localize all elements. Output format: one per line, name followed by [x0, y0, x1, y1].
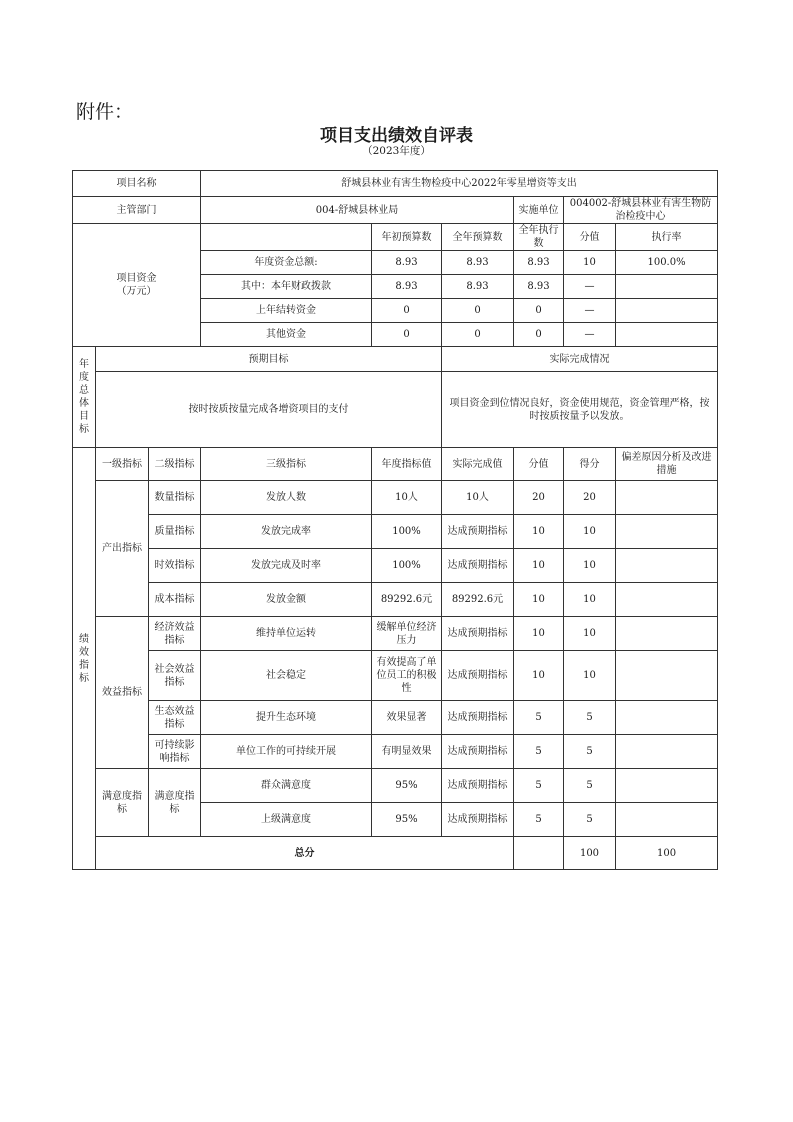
funds-row-label: 上年结转资金 — [201, 299, 372, 323]
funds-cell: 8.93 — [514, 275, 564, 299]
score-value-cell: 20 — [514, 481, 564, 515]
score-value-cell: 10 — [514, 651, 564, 701]
actual-cell: 达成预期指标 — [442, 701, 514, 735]
goals-side-label-char: 目 — [79, 411, 89, 422]
funds-cell: 0 — [514, 323, 564, 347]
funds-cell: 8.93 — [372, 251, 442, 275]
score-value-cell: 10 — [514, 617, 564, 651]
funds-cell: 0 — [442, 323, 514, 347]
actual-cell: 达成预期指标 — [442, 549, 514, 583]
goals-side-label-char: 年 — [79, 359, 89, 370]
funds-label-line1: 项目资金 — [116, 273, 157, 284]
score-cell: 5 — [564, 769, 616, 803]
output-indicators-label: 产出指标 — [96, 481, 149, 617]
table-row — [73, 224, 718, 251]
target-cell: 89292.6元 — [372, 583, 442, 617]
actual-goal-text: 项目资金到位情况良好，资金使用规范，资金管理严格，按时按质按量予以发放。 — [442, 372, 718, 448]
analysis-cell — [616, 701, 718, 735]
score-cell: 5 — [564, 735, 616, 769]
funds-cell — [616, 275, 718, 299]
level3-cell: 发放人数 — [201, 481, 372, 515]
funds-col-header: 全年执行数 — [514, 224, 564, 251]
target-cell: 有效提高了单位员工的积极性 — [372, 651, 442, 701]
impl-label: 实施单位 — [514, 197, 564, 224]
goals-side-label-char: 度 — [79, 372, 89, 383]
col-header-target: 年度指标值 — [372, 448, 442, 481]
level2-cell: 时效指标 — [149, 549, 201, 583]
table-row — [73, 651, 718, 701]
funds-col-header: 年初预算数 — [372, 224, 442, 251]
score-cell: 10 — [564, 617, 616, 651]
impl-value: 004002-舒城县林业有害生物防治检疫中心 — [564, 197, 718, 224]
score-cell: 20 — [564, 481, 616, 515]
project-name: 舒城县林业有害生物检疫中心2022年零星增资等支出 — [201, 171, 718, 197]
analysis-cell — [616, 803, 718, 837]
satisfaction-indicators-label: 满意度指标 — [96, 769, 149, 837]
project-name-label: 项目名称 — [73, 171, 201, 197]
col-header-level2: 二级指标 — [149, 448, 201, 481]
analysis-cell — [616, 515, 718, 549]
page-title: 项目支出绩效自评表 — [320, 126, 473, 146]
target-cell: 95% — [372, 803, 442, 837]
score-cell: 10 — [564, 583, 616, 617]
target-cell: 100% — [372, 549, 442, 583]
score-value-cell: 5 — [514, 803, 564, 837]
level2-cell: 经济效益指标 — [149, 617, 201, 651]
funds-col-header-rate: 执行率 — [651, 231, 682, 243]
analysis-cell — [616, 549, 718, 583]
funds-row-label: 其他资金 — [201, 323, 372, 347]
analysis-cell — [616, 651, 718, 701]
col-header-score-value: 分值 — [514, 448, 564, 481]
level2-cell: 数量指标 — [149, 481, 201, 515]
goals-side-label-char: 体 — [79, 398, 89, 409]
funds-cell: 10 — [564, 251, 616, 275]
attachment-label: 附件： — [76, 101, 134, 123]
page-subtitle: （2023年度） — [362, 145, 431, 157]
level3-cell: 提升生态环境 — [201, 701, 372, 735]
indicators-side-label-char: 指 — [79, 659, 89, 671]
funds-cell: 8.93 — [372, 275, 442, 299]
actual-cell: 10人 — [442, 481, 514, 515]
analysis-cell — [616, 583, 718, 617]
evaluation-table — [72, 170, 718, 870]
table-row — [73, 197, 718, 224]
indicators-side-label — [73, 448, 96, 870]
funds-cell: 0 — [372, 323, 442, 347]
level3-cell: 群众满意度 — [201, 769, 372, 803]
score-value-cell: 5 — [514, 769, 564, 803]
target-cell: 效果显著 — [372, 701, 442, 735]
actual-cell: 达成预期指标 — [442, 735, 514, 769]
target-cell: 10人 — [372, 481, 442, 515]
funds-col-header: 分值 — [564, 224, 616, 251]
score-value-cell: 5 — [514, 735, 564, 769]
level2-cell: 满意度指标 — [149, 769, 201, 837]
table-row — [73, 549, 718, 583]
indicators-side-label-char: 效 — [79, 646, 89, 658]
analysis-cell — [616, 481, 718, 515]
funds-cell — [616, 323, 718, 347]
table-row — [73, 515, 718, 549]
funds-cell: 0 — [442, 299, 514, 323]
col-header-level3: 三级指标 — [201, 448, 372, 481]
level3-cell: 发放金额 — [201, 583, 372, 617]
funds-cell: 0 — [372, 299, 442, 323]
funds-cell: — — [564, 323, 616, 347]
actual-cell: 达成预期指标 — [442, 803, 514, 837]
level3-cell: 社会稳定 — [201, 651, 372, 701]
score-value-cell: 10 — [514, 583, 564, 617]
goals-side-label-char: 标 — [79, 424, 89, 435]
actual-cell: 达成预期指标 — [442, 769, 514, 803]
target-cell: 95% — [372, 769, 442, 803]
table-row — [73, 448, 718, 481]
score-cell: 10 — [564, 651, 616, 701]
funds-cell: 0 — [514, 299, 564, 323]
table-row — [73, 583, 718, 617]
funds-col-header: 全年预算数 — [442, 224, 514, 251]
funds-row-label: 其中：本年财政拨款 — [201, 275, 372, 299]
col-header-score: 得分 — [564, 448, 616, 481]
total-label: 总分 — [96, 837, 514, 870]
goals-side-label — [73, 347, 96, 448]
funds-cell: — — [564, 299, 616, 323]
score-cell: 10 — [564, 549, 616, 583]
funds-cell: — — [564, 275, 616, 299]
funds-cell — [616, 299, 718, 323]
table-row — [73, 837, 718, 870]
col-header-actual: 实际完成值 — [442, 448, 514, 481]
level3-cell: 发放完成率 — [201, 515, 372, 549]
score-cell: 5 — [564, 803, 616, 837]
dept-value: 004-舒城县林业局 — [201, 197, 514, 224]
score-value-cell: 10 — [514, 515, 564, 549]
actual-goal-header: 实际完成情况 — [442, 347, 718, 372]
funds-cell: 8.93 — [442, 251, 514, 275]
actual-cell: 89292.6元 — [442, 583, 514, 617]
analysis-cell — [616, 617, 718, 651]
level3-cell: 上级满意度 — [201, 803, 372, 837]
indicators-side-label-char: 标 — [79, 672, 89, 684]
level3-cell: 单位工作的可持续开展 — [201, 735, 372, 769]
funds-col-header — [616, 224, 718, 251]
table-row — [73, 347, 718, 372]
total-score: 100 — [616, 837, 718, 870]
expected-goal-text: 按时按质按量完成各增资项目的支付 — [96, 372, 442, 448]
table-row — [73, 701, 718, 735]
goals-side-label-char: 总 — [79, 385, 89, 396]
funds-cell: 100.0% — [616, 251, 718, 275]
level2-cell: 可持续影响指标 — [149, 735, 201, 769]
score-value-cell: 5 — [514, 701, 564, 735]
target-cell: 100% — [372, 515, 442, 549]
expected-goal-header: 预期目标 — [96, 347, 442, 372]
level2-cell: 质量指标 — [149, 515, 201, 549]
score-value-cell: 10 — [514, 549, 564, 583]
level3-cell: 维持单位运转 — [201, 617, 372, 651]
funds-label-line2: （万元） — [116, 286, 157, 297]
actual-cell: 达成预期指标 — [442, 651, 514, 701]
table-row — [73, 481, 718, 515]
total-score-value: 100 — [564, 837, 616, 870]
score-cell: 10 — [564, 515, 616, 549]
actual-cell: 达成预期指标 — [442, 515, 514, 549]
table-row — [73, 171, 718, 197]
dept-label: 主管部门 — [73, 197, 201, 224]
actual-cell: 达成预期指标 — [442, 617, 514, 651]
table-row — [73, 769, 718, 803]
col-header-level1: 一级指标 — [96, 448, 149, 481]
target-cell: 有明显效果 — [372, 735, 442, 769]
analysis-cell — [616, 735, 718, 769]
funds-cell: 8.93 — [514, 251, 564, 275]
total-actual-cell — [514, 837, 564, 870]
level2-cell: 成本指标 — [149, 583, 201, 617]
level2-cell: 生态效益指标 — [149, 701, 201, 735]
table-row — [73, 617, 718, 651]
level3-cell: 发放完成及时率 — [201, 549, 372, 583]
funds-row-label: 年度资金总额: — [201, 251, 372, 275]
score-cell: 5 — [564, 701, 616, 735]
target-cell: 缓解单位经济压力 — [372, 617, 442, 651]
level2-cell: 社会效益指标 — [149, 651, 201, 701]
funds-label — [73, 224, 201, 347]
funds-corner-cell — [201, 224, 372, 251]
col-header-analysis: 偏差原因分析及改进措施 — [616, 448, 718, 481]
benefit-indicators-label: 效益指标 — [96, 617, 149, 769]
funds-cell: 8.93 — [442, 275, 514, 299]
indicators-side-label-char: 绩 — [79, 633, 89, 645]
analysis-cell — [616, 769, 718, 803]
table-row — [73, 735, 718, 769]
table-row — [73, 372, 718, 448]
